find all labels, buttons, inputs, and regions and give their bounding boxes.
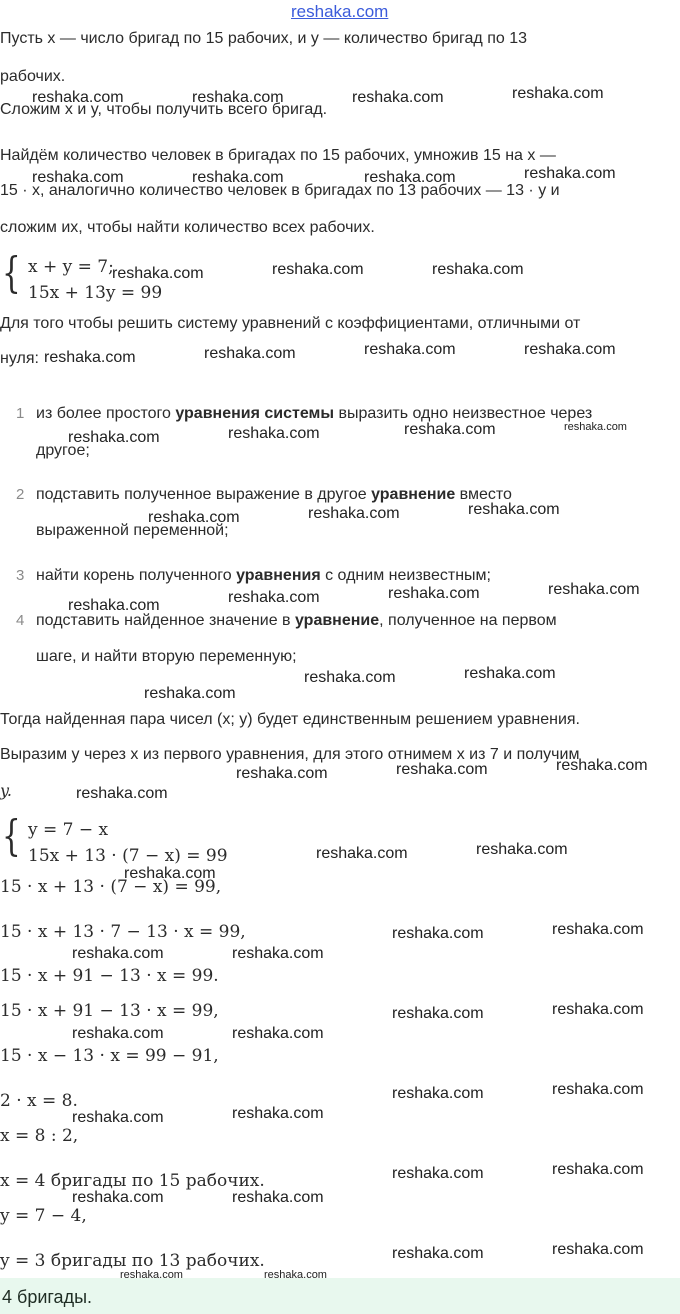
watermark: reshaka.com xyxy=(72,945,164,962)
step-number: 2 xyxy=(16,486,25,503)
watermark: reshaka.com xyxy=(204,345,296,362)
watermark: reshaka.com xyxy=(72,1025,164,1042)
watermark: reshaka.com xyxy=(564,421,627,433)
site-link[interactable]: reshaka.com xyxy=(291,2,389,21)
watermark: reshaka.com xyxy=(552,1001,644,1018)
watermark: reshaka.com xyxy=(76,785,168,802)
step-number: 3 xyxy=(16,567,25,584)
watermark: reshaka.com xyxy=(552,1081,644,1098)
watermark: reshaka.com xyxy=(228,425,320,442)
step-1-line-1: из более простого уравнения системы выразить одно неизвестное через xyxy=(36,405,593,422)
after-line-3: y. xyxy=(0,781,12,800)
watermark: reshaka.com xyxy=(236,765,328,782)
calc-step: 2 · x = 8. xyxy=(0,1091,78,1111)
watermark: reshaka.com xyxy=(552,921,644,938)
method-intro-2: нуля: xyxy=(0,350,39,367)
watermark: reshaka.com xyxy=(264,1269,327,1281)
watermark: reshaka.com xyxy=(396,761,488,778)
intro-line-2: рабочих. xyxy=(0,68,66,85)
watermark: reshaka.com xyxy=(392,1005,484,1022)
system-brace: { xyxy=(2,811,21,860)
watermark: reshaka.com xyxy=(232,1105,324,1122)
watermark: reshaka.com xyxy=(392,925,484,942)
calc-step: x = 4 бригады по 15 рабочих. xyxy=(0,1171,265,1191)
watermark: reshaka.com xyxy=(364,169,456,186)
method-intro-1: Для того чтобы решить систему уравнений с коэффициентами, отличными от xyxy=(0,315,581,332)
watermark: reshaka.com xyxy=(392,1245,484,1262)
watermark: reshaka.com xyxy=(364,341,456,358)
watermark: reshaka.com xyxy=(316,845,408,862)
watermark: reshaka.com xyxy=(404,421,496,438)
system1-eq2: 15x + 13y = 99 xyxy=(28,283,163,303)
calc-step: 15 · x + 91 − 13 · x = 99. xyxy=(0,966,219,986)
watermark: reshaka.com xyxy=(72,1189,164,1206)
watermark: reshaka.com xyxy=(44,349,136,366)
watermark: reshaka.com xyxy=(556,757,648,774)
watermark: reshaka.com xyxy=(548,581,640,598)
watermark: reshaka.com xyxy=(68,597,160,614)
watermark: reshaka.com xyxy=(120,1269,183,1281)
watermark: reshaka.com xyxy=(232,945,324,962)
watermark: reshaka.com xyxy=(192,169,284,186)
system2-eq1: y = 7 − x xyxy=(28,820,109,840)
step-4-line-2: шаге, и найти вторую переменную; xyxy=(36,648,297,665)
after-line-1: Тогда найденная пара чисел (x; y) будет единственным решением уравнения. xyxy=(0,711,580,728)
watermark: reshaka.com xyxy=(232,1025,324,1042)
watermark: reshaka.com xyxy=(72,1109,164,1126)
watermark: reshaka.com xyxy=(524,165,616,182)
watermark: reshaka.com xyxy=(124,865,216,882)
watermark: reshaka.com xyxy=(464,665,556,682)
step-number: 1 xyxy=(16,405,25,422)
intro-line-5: 15 · x, аналогично количество человек в бригадах по 13 рабочих — 13 · y и xyxy=(0,182,560,199)
calc-step: 15 · x + 13 · (7 − x) = 99, xyxy=(0,877,222,897)
watermark: reshaka.com xyxy=(232,1189,324,1206)
step-2-line-2: выраженной переменной; xyxy=(36,522,229,539)
watermark: reshaka.com xyxy=(192,89,284,106)
system2-eq2: 15x + 13 · (7 − x) = 99 xyxy=(28,846,228,866)
watermark: reshaka.com xyxy=(32,89,124,106)
intro-line-1: Пусть x — число бригад по 15 рабочих, и y — количество бригад по 13 xyxy=(0,30,528,47)
step-3-line-1: найти корень полученного уравнения с одним неизвестным; xyxy=(36,567,491,584)
system-brace: { xyxy=(2,248,21,297)
watermark: reshaka.com xyxy=(552,1161,644,1178)
calc-step: x = 8 : 2, xyxy=(0,1126,79,1146)
watermark: reshaka.com xyxy=(512,85,604,102)
answer-bar xyxy=(0,1278,680,1314)
watermark: reshaka.com xyxy=(304,669,396,686)
step-1-line-2: другое; xyxy=(36,442,90,459)
watermark: reshaka.com xyxy=(392,1165,484,1182)
watermark: reshaka.com xyxy=(552,1241,644,1258)
watermark: reshaka.com xyxy=(432,261,524,278)
answer-text: 4 бригады. xyxy=(2,1287,93,1307)
watermark: reshaka.com xyxy=(352,89,444,106)
intro-line-6: сложим их, чтобы найти количество всех рабочих. xyxy=(0,219,375,236)
intro-line-3: Сложим x и y, чтобы получить всего бригад. xyxy=(0,101,328,118)
watermark: reshaka.com xyxy=(308,505,400,522)
calc-step: y = 3 бригады по 13 рабочих. xyxy=(0,1251,265,1271)
watermark: reshaka.com xyxy=(112,265,204,282)
calc-step: 15 · x − 13 · x = 99 − 91, xyxy=(0,1046,219,1066)
watermark: reshaka.com xyxy=(468,501,560,518)
watermark: reshaka.com xyxy=(144,685,236,702)
step-number: 4 xyxy=(16,612,25,629)
watermark: reshaka.com xyxy=(272,261,364,278)
watermark: reshaka.com xyxy=(476,841,568,858)
calc-step: 15 · x + 91 − 13 · x = 99, xyxy=(0,1001,219,1021)
watermark: reshaka.com xyxy=(32,169,124,186)
step-2-line-1: подставить полученное выражение в другое уравнение вместо xyxy=(36,486,512,503)
watermark: reshaka.com xyxy=(68,429,160,446)
calc-step: 15 · x + 13 · 7 − 13 · x = 99, xyxy=(0,922,246,942)
watermark: reshaka.com xyxy=(228,589,320,606)
after-line-2: Выразим y через x из первого уравнения, для этого отнимем x из 7 и получим xyxy=(0,746,580,763)
watermark: reshaka.com xyxy=(392,1085,484,1102)
system1-eq1: x + y = 7; xyxy=(28,257,114,277)
watermark: reshaka.com xyxy=(388,585,480,602)
watermark: reshaka.com xyxy=(148,509,240,526)
watermark: reshaka.com xyxy=(524,341,616,358)
step-4-line-1: подставить найденное значение в уравнение, полученное на первом xyxy=(36,612,557,629)
calc-step: y = 7 − 4, xyxy=(0,1206,87,1226)
intro-line-4: Найдём количество человек в бригадах по 15 рабочих, умножив 15 на x — xyxy=(0,147,556,164)
